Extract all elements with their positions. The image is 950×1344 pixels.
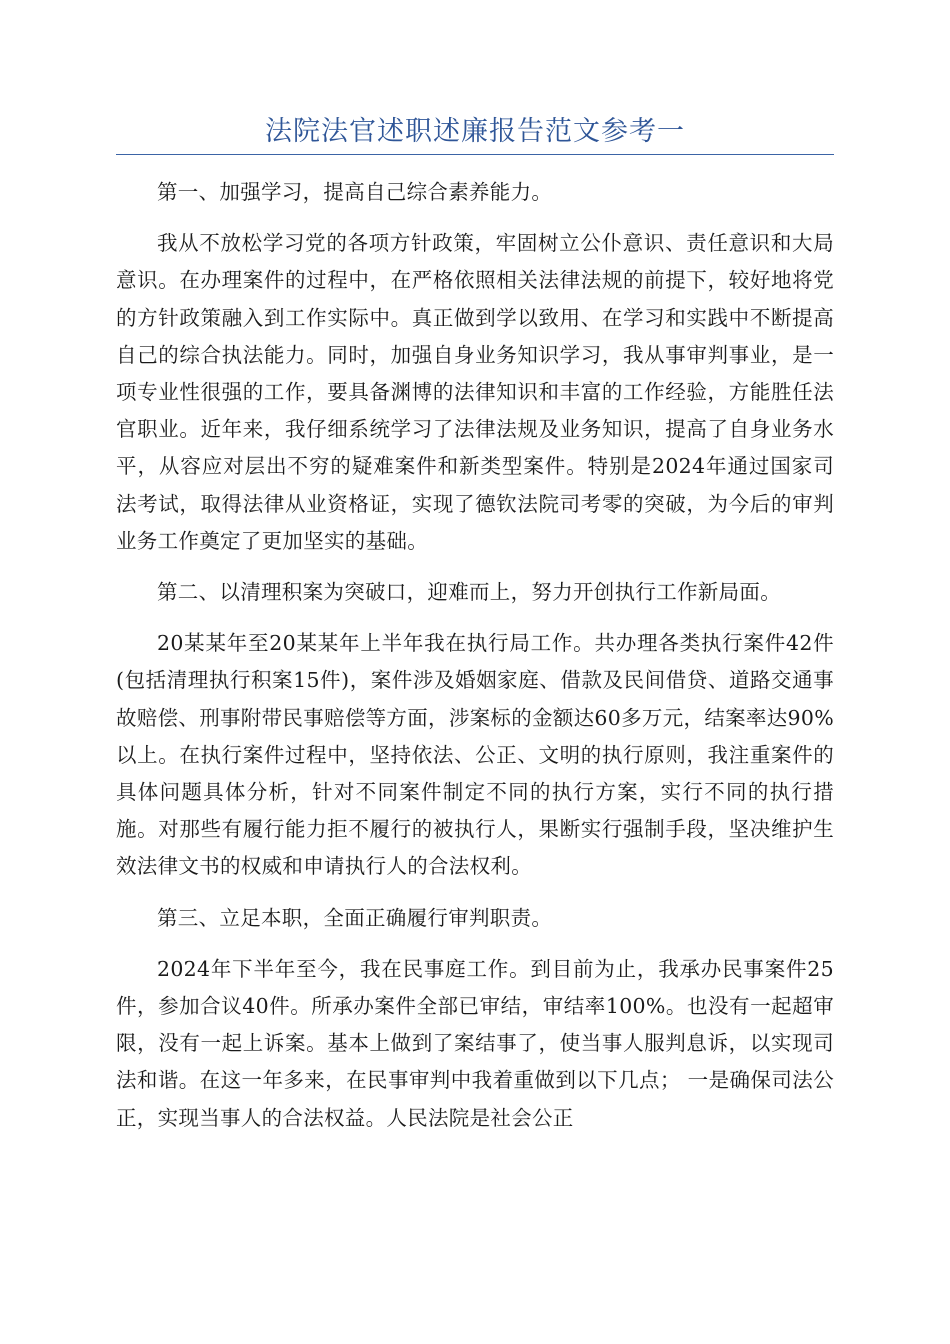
section-3-heading: 第三、立足本职，全面正确履行审判职责。 <box>157 905 553 930</box>
document-body <box>116 174 834 1151</box>
section-2-heading: 第二、以清理积案为突破口，迎难而上，努力开创执行工作新局面。 <box>157 580 781 605</box>
section-2-paragraph: 20某某年至20某某年上半年我在执行局工作。共办理各类执行案件42件(包括清理执行积案15件)，案件涉及婚姻家庭、借款及民间借贷、道路交通事故赔偿、刑事附带民事赔偿等方面，涉案标的金额达60多万元，结案率达90%以上。在执行案件过程中，坚持依法、公正、文明的执行原则，我注重案件的具体问题具体分析，针对不同案件制定不同的执行方案，实行不同的执行措施。对那些有履行能力拒不履行的被执行人，果断实行强制手段，坚决维护生效法律文书的权威和申请执行人的合法权利。 <box>116 631 834 879</box>
section-1-paragraph: 我从不放松学习党的各项方针政策，牢固树立公仆意识、责任意识和大局意识。在办理案件的过程中，在严格依照相关法律法规的前提下，较好地将党的方针政策融入到工作实际中。真正做到学以致用、在学习和实践中不断提高自己的综合执法能力。同时，加强自身业务知识学习，我从事审判事业，是一项专业性很强的工作，要具备渊博的法律知识和丰富的工作经验，方能胜任法官职业。近年来，我仔细系统学习了法律法规及业务知识，提高了自身业务水平，从容应对层出不穷的疑难案件和新类型案件。特别是2024年通过国家司法考试，取得法律从业资格证，实现了德钦法院司考零的突破，为今后的审判业务工作奠定了更加坚实的基础。 <box>116 231 834 553</box>
document-title: 法院法官述职述廉报告范文参考一 <box>265 116 685 147</box>
title-underline <box>116 154 834 155</box>
section-3-paragraph: 2024年下半年至今，我在民事庭工作。到目前为止，我承办民事案件25件，参加合议40件。所承办案件全部已审结，审结率100%。也没有一起超审限，没有一起上诉案。基本上做到了案结事了，使当事人服判息诉，以实现司法和谐。在这一年多来，在民事审判中我着重做到以下几点； 一是确保司法公正，实现当事人的合法权益。人民法院是社会公正 <box>116 956 834 1130</box>
section-1-heading: 第一、加强学习，提高自己综合素养能力。 <box>157 180 553 204</box>
